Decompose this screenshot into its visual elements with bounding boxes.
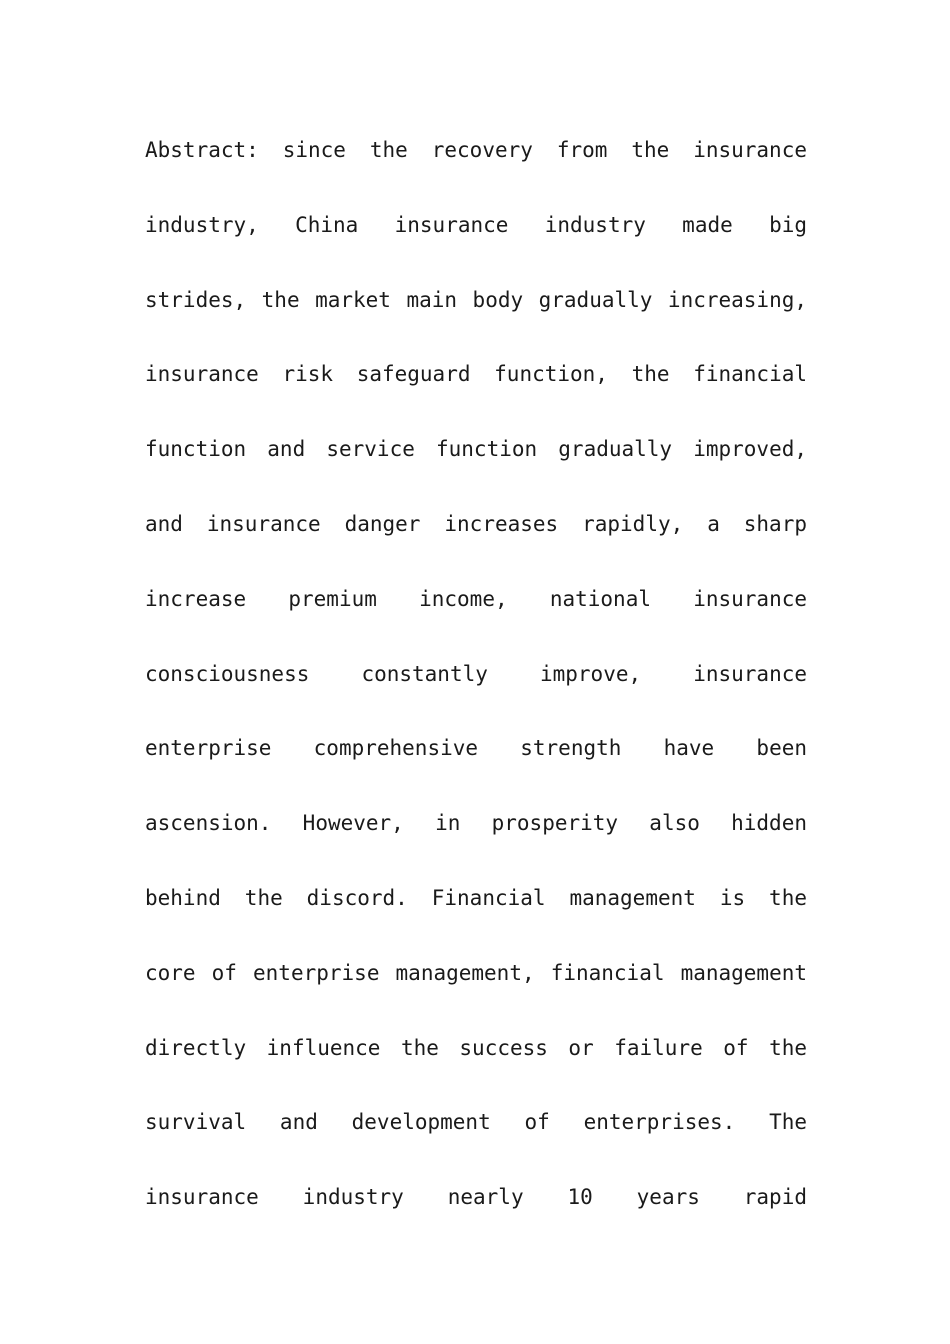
text-line: behind the discord. Financial management is the — [145, 885, 807, 910]
text-line: directly influence the success or failure of the — [145, 1035, 807, 1060]
text-line: strides, the market main body gradually increasing, — [145, 287, 807, 312]
text-line: consciousness constantly improve, insurance — [145, 661, 807, 686]
abstract-text — [145, 130, 807, 1252]
text-line: increase premium income, national insurance — [145, 586, 807, 611]
text-line: insurance risk safeguard function, the financial — [145, 362, 807, 387]
text-line: insurance industry nearly 10 years rapid — [145, 1185, 807, 1210]
text-line: survival and development of enterprises. The — [145, 1110, 807, 1135]
text-line: Abstract: since the recovery from the insurance — [145, 138, 807, 162]
text-line: function and service function gradually improved, — [145, 437, 807, 462]
text-line: enterprise comprehensive strength have been — [145, 736, 807, 761]
text-line: industry, China insurance industry made big — [145, 212, 807, 237]
text-line: and insurance danger increases rapidly, a sharp — [145, 511, 807, 536]
text-line: ascension. However, in prosperity also hidden — [145, 811, 807, 836]
text-line: core of enterprise management, financial management — [145, 960, 807, 985]
